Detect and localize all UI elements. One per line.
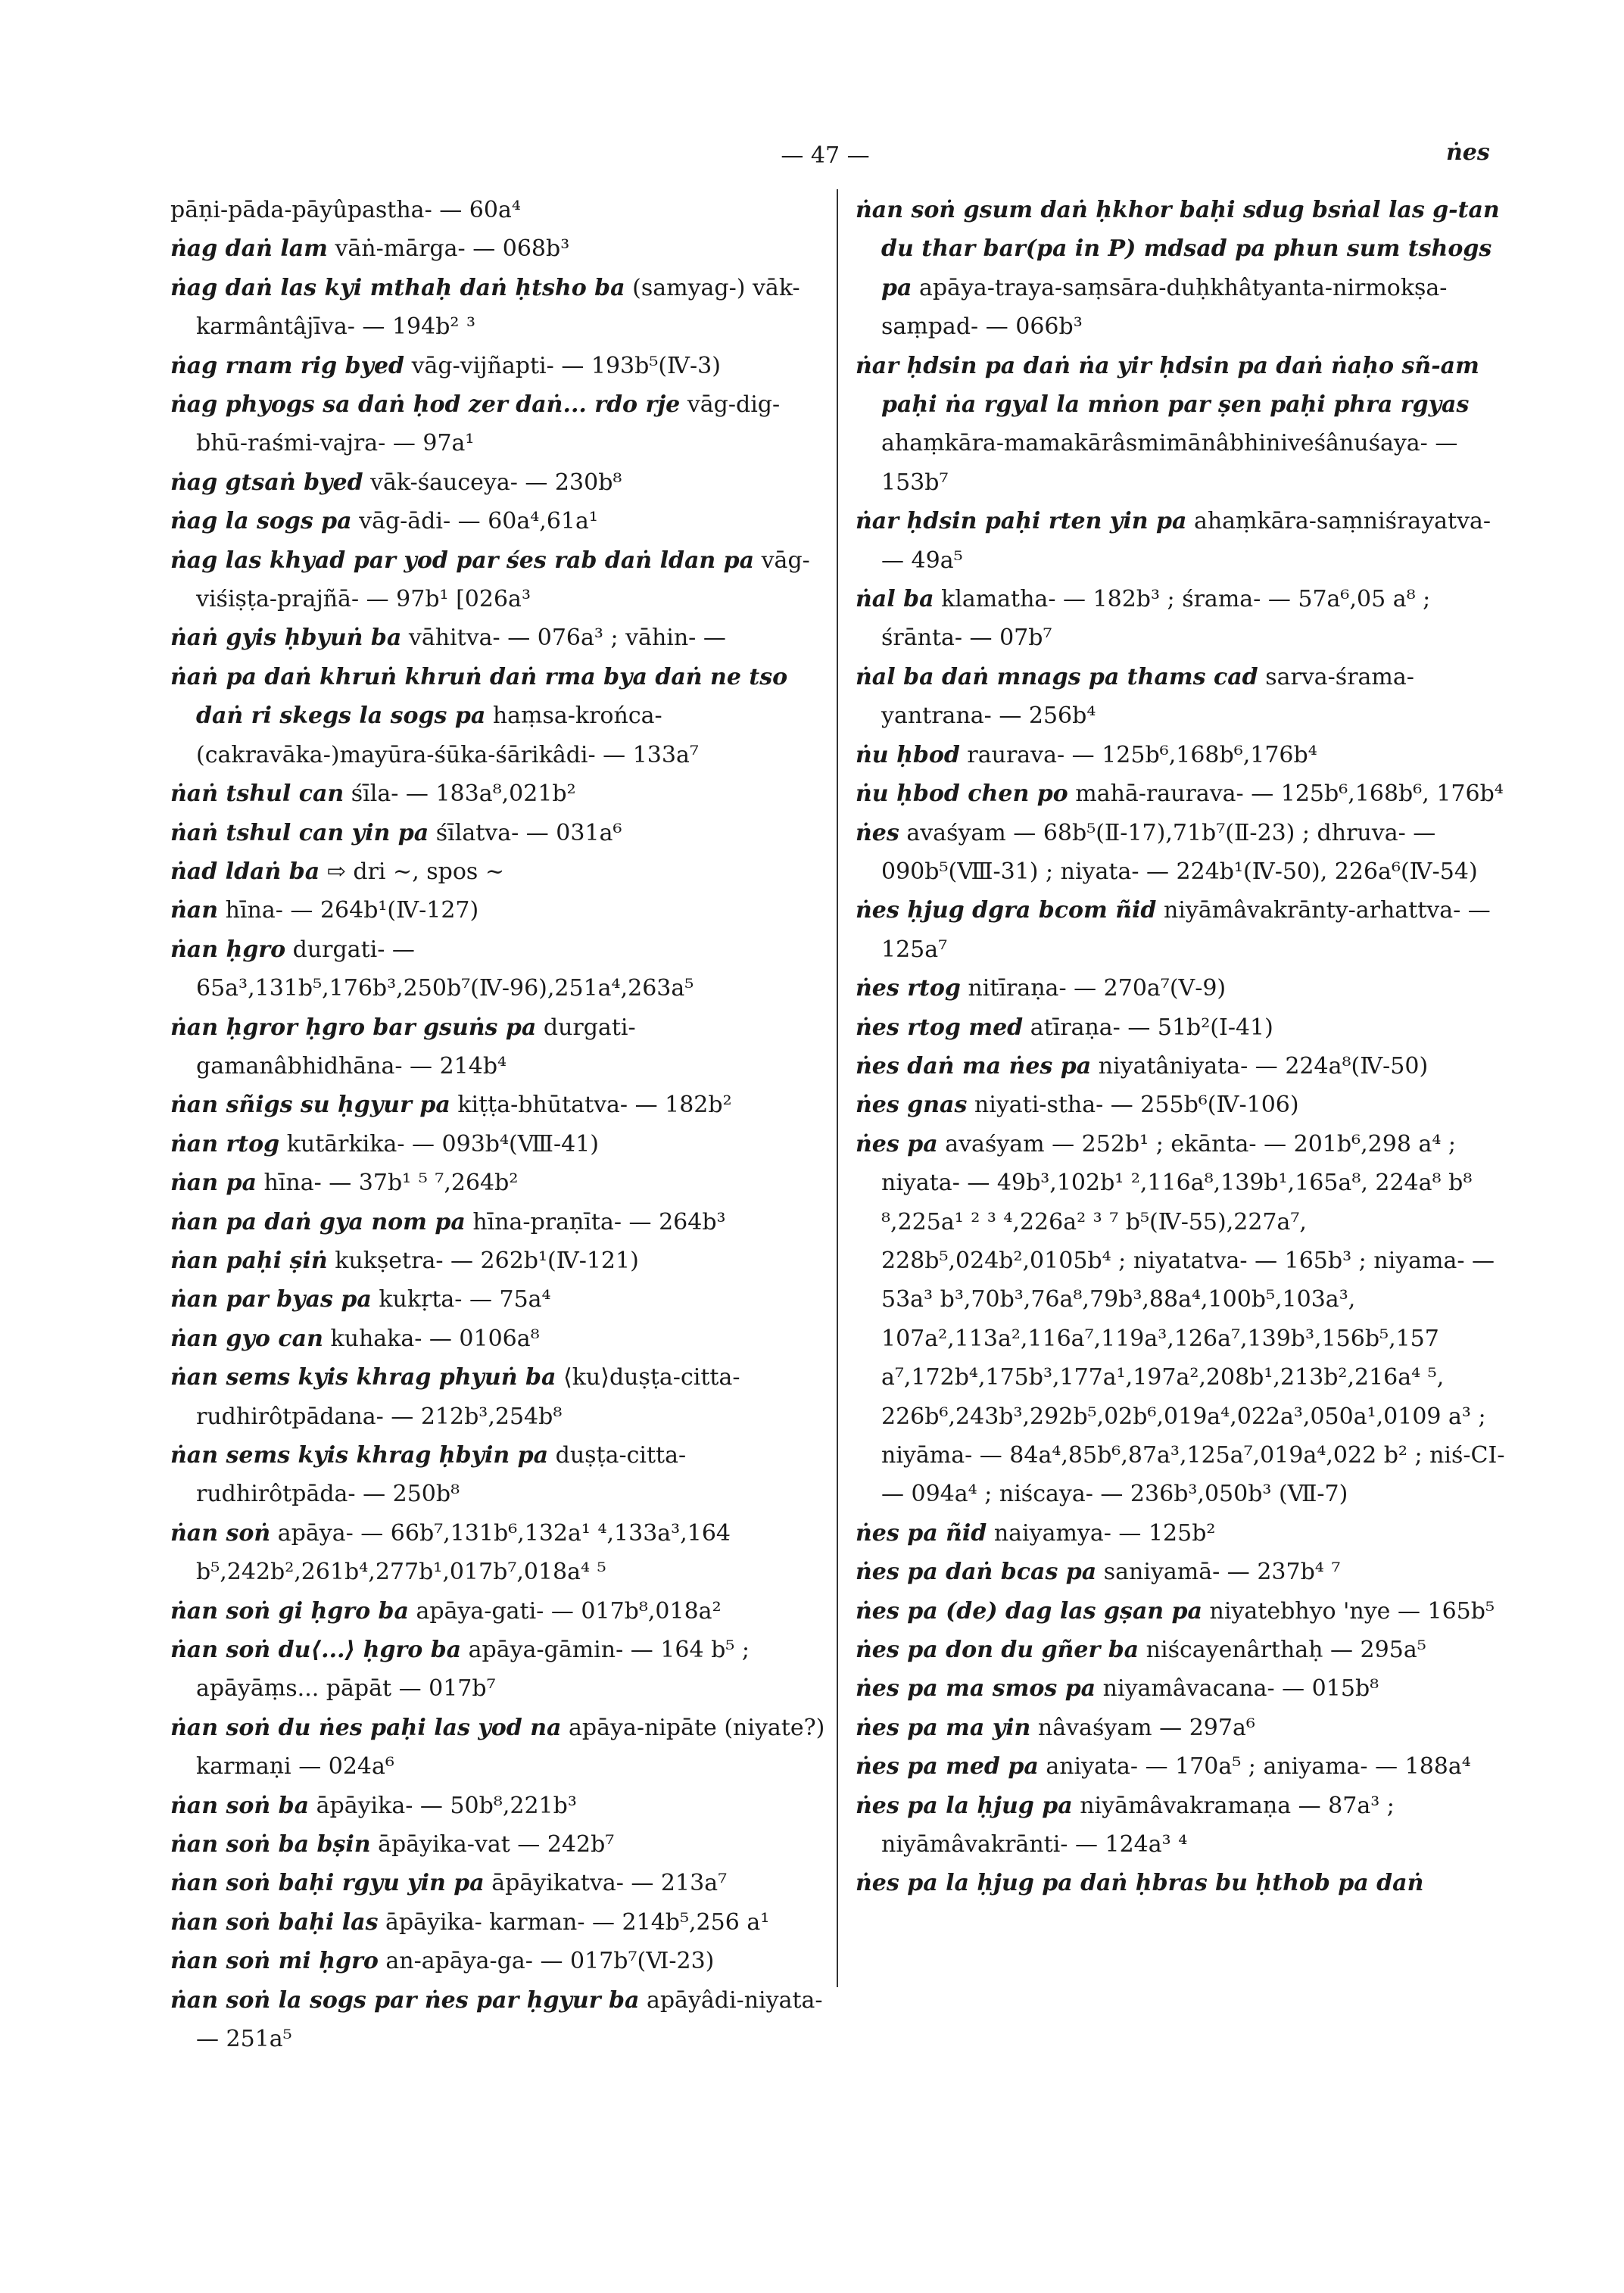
entry-gloss: niyati-stha- — 255b⁶(Ⅳ-106) (974, 1092, 1299, 1119)
entry-gloss: niścayenârthaḥ — 295a⁵ (1146, 1637, 1426, 1664)
dictionary-entry (170, 1903, 829, 1942)
entry-gloss: āpāyikatva- — 213a⁷ (491, 1870, 728, 1897)
entry-gloss: niyatebhyo 'nye — 165b⁵ (1209, 1597, 1495, 1625)
entry-gloss: āpāyika-vat — 242b⁷ (378, 1831, 615, 1858)
dictionary-entry (856, 1864, 1514, 1902)
entry-headword: ṅan (170, 897, 219, 924)
dictionary-entry (856, 1553, 1514, 1591)
entry-gloss: haṃsa-krońca-(cakravāka-)mayūra-śūka-śārikâdi- — 133a⁷ (196, 703, 699, 768)
entry-headword: ṅan ḥgror ḥgro bar gsuṅs pa (170, 1014, 537, 1041)
dictionary-entry (856, 658, 1514, 736)
dictionary-entry (170, 1787, 829, 1825)
entry-headword: ṅal ba daṅ mnags pa thams cad (856, 663, 1258, 690)
dictionary-entry (856, 969, 1514, 1008)
entry-headword: ṅan soṅ ba (170, 1792, 310, 1819)
entry-gloss: (samyag-) vāk-karmântâjīva- — 194b² ³ (196, 274, 800, 341)
entry-headword: ṅan pa (170, 1170, 257, 1197)
dictionary-entry (856, 1125, 1514, 1514)
entry-gloss: vāg-vijñapti- — 193b⁵(Ⅳ-3) (411, 352, 721, 379)
entry-headword: ṅan sems kyis khrag ḥbyin pa (170, 1442, 549, 1469)
entry-gloss: naiyamya- — 125b² (993, 1519, 1216, 1547)
entry-headword: ṅaṅ gyis ḥbyuṅ ba (170, 625, 402, 652)
dictionary-entry (170, 774, 829, 813)
entry-gloss: apāya-nipāte (niyate?) karmaṇi — 024a⁶ (196, 1714, 825, 1781)
entry-gloss: kuhaka- — 0106a⁸ (330, 1325, 540, 1352)
dictionary-entry (856, 502, 1514, 580)
entry-gloss: niyatâniyata- — 224a⁸(Ⅳ-50) (1098, 1052, 1429, 1080)
dictionary-entry (856, 1669, 1514, 1708)
entry-gloss: durgati-gamanâbhidhāna- — 214b⁴ (196, 1014, 636, 1080)
dictionary-entry (170, 1709, 829, 1787)
entry-headword: ṅaṅ tshul can yin pa (170, 819, 429, 846)
running-head: ṅes (1446, 139, 1490, 166)
dictionary-entry (856, 891, 1514, 969)
left-column (170, 191, 829, 2059)
dictionary-entry (170, 1008, 829, 1086)
entry-headword: ṅan soṅ du⟨...⟩ ḥgro ba (170, 1637, 462, 1664)
entry-gloss: kukṣetra- — 262b¹(Ⅳ-121) (335, 1247, 639, 1274)
entry-gloss: mahā-raurava- — 125b⁶,168b⁶, 176b⁴ (1075, 780, 1504, 808)
dictionary-entry (170, 1203, 829, 1242)
dictionary-entry (170, 191, 829, 229)
entry-gloss: vāk-śauceya- — 230b⁸ (370, 469, 622, 496)
dictionary-entry (170, 1631, 829, 1709)
dictionary-entry (856, 1787, 1514, 1865)
entry-gloss: ⇨ dri ~, spos ~ (326, 858, 504, 885)
dictionary-entry (170, 1086, 829, 1124)
dictionary-entry (170, 1319, 829, 1358)
dictionary-entry (170, 1864, 829, 1902)
entry-headword: ṅan par byas pa (170, 1286, 372, 1313)
entry-headword: ṅu ḥbod chen po (856, 780, 1068, 808)
dictionary-entry (170, 541, 829, 619)
dictionary-entry (170, 502, 829, 541)
entry-headword: ṅaṅ pa daṅ khruṅ khruṅ daṅ rma bya daṅ ne tso daṅ ri skegs la sogs pa (170, 663, 788, 730)
dictionary-entry (170, 1358, 829, 1436)
entry-headword: ṅan soṅ gi ḥgro ba (170, 1597, 409, 1625)
entry-gloss: vāṅ-mārga- — 068b³ (335, 235, 570, 263)
entry-gloss: vāg-dig-bhū-raśmi-vajra- — 97a¹ (196, 391, 781, 457)
entry-gloss: nitīraṇa- — 270a⁷(Ⅴ-9) (968, 975, 1227, 1002)
entry-headword: ṅes pa ñid (856, 1519, 987, 1547)
entry-headword: ṅan paḥi ṣiṅ (170, 1247, 328, 1274)
entry-gloss: sarva-śrama-yantrana- — 256b⁴ (881, 663, 1414, 730)
entry-headword: ṅes pa ma smos pa (856, 1675, 1096, 1703)
entry-gloss: hīna- — 37b¹ ⁵ ⁷,264b² (263, 1170, 519, 1197)
entry-gloss: avaśyam — 68b⁵(Ⅱ-17),71b⁷(Ⅱ-23) ; dhruva- — 090b⁵(Ⅷ-31) ; niyata- — 224b¹(Ⅳ-50), 226a⁶(Ⅳ-54) (881, 819, 1478, 885)
dictionary-entry (856, 347, 1514, 503)
entry-gloss: klamatha- — 182b³ ; śrama- — 57a⁶,05 a⁸ ; śrānta- — 07b⁷ (881, 586, 1431, 652)
dictionary-entry (170, 1981, 829, 2059)
page-number: — 47 — (781, 142, 870, 169)
entry-headword: ṅes pa daṅ bcas pa (856, 1559, 1097, 1586)
entry-headword: ṅan soṅ (170, 1519, 271, 1547)
entry-headword: ṅes rtog med (856, 1014, 1024, 1041)
dictionary-entry (856, 1631, 1514, 1669)
dictionary-entry (170, 891, 829, 930)
entry-gloss: apāyâdi-niyata- — 251a⁵ (196, 1986, 823, 2053)
dictionary-entry (170, 618, 829, 657)
entry-gloss: hīna- — 264b¹(Ⅳ-127) (225, 897, 479, 924)
entry-headword: ṅes gnas (856, 1092, 968, 1119)
entry-headword: ṅan sñigs su ḥgyur pa (170, 1092, 450, 1119)
dictionary-entry (170, 852, 829, 891)
entry-headword: ṅag la sogs pa (170, 508, 352, 535)
dictionary-entry (856, 774, 1514, 813)
entry-headword: ṅes daṅ ma ṅes pa (856, 1052, 1092, 1080)
entry-headword: ṅag daṅ lam (170, 235, 328, 263)
entry-headword: ṅes pa don du gñer ba (856, 1637, 1139, 1664)
dictionary-entry (170, 269, 829, 347)
entry-gloss: śīlatva- — 031a⁶ (435, 819, 622, 846)
entry-headword: ṅan soṅ ba bṣin (170, 1831, 371, 1858)
entry-headword: ṅes (856, 819, 899, 846)
entry-gloss: duṣṭa-citta-rudhirôtpāda- — 250b⁸ (196, 1442, 687, 1508)
column-divider (837, 189, 838, 1987)
entry-headword: ṅan soṅ du ṅes paḥi las yod na (170, 1714, 562, 1741)
entry-gloss: vāhitva- — 076a³ ; vāhin- — (408, 625, 726, 652)
entry-headword: ṅag rnam rig byed (170, 352, 405, 379)
dictionary-entry (856, 1709, 1514, 1747)
entry-gloss: vāg-viśiṣṭa-prajñā- — 97b¹ [026a³ (196, 547, 810, 613)
entry-headword: ṅu ḥbod (856, 741, 960, 768)
dictionary-entry (856, 814, 1514, 892)
entry-headword: ṅan ḥgro (170, 936, 286, 963)
right-column (856, 191, 1514, 1903)
dictionary-entry (856, 191, 1514, 347)
entry-gloss: raurava- — 125b⁶,168b⁶,176b⁴ (967, 741, 1317, 768)
entry-gloss: ⟨ku⟩duṣṭa-citta-rudhirôtpādana- — 212b³,254b⁸ (196, 1364, 740, 1430)
entry-gloss: apāya-traya-saṃsāra-duḥkhâtyanta-nirmokṣa-saṃpad- — 066b³ (881, 274, 1448, 341)
dictionary-entry (856, 1047, 1514, 1086)
dictionary-entry (170, 930, 829, 1008)
entry-headword: ṅan sems kyis khrag phyuṅ ba (170, 1364, 556, 1391)
dictionary-entry (856, 580, 1514, 658)
entry-gloss: ahaṃkāra-mamakārâsmimānâbhiniveśânuśaya- — 153b⁷ (881, 430, 1458, 496)
entry-headword: ṅag phyogs sa daṅ ḥod zer daṅ... rdo rje (170, 391, 681, 419)
dictionary-entry (170, 814, 829, 852)
dictionary-entry (170, 658, 829, 774)
entry-headword: ṅes pa la ḥjug pa (856, 1792, 1073, 1819)
entry-headword: ṅad ldaṅ ba (170, 858, 320, 885)
entry-gloss: nâvaśyam — 297a⁶ (1037, 1714, 1255, 1741)
dictionary-entry (856, 736, 1514, 774)
entry-headword: ṅan soṅ gsum daṅ ḥkhor baḥi sdug bsṅal las g-tan du thar bar(pa in P) mdsad pa phun sum tshogs pa (856, 197, 1500, 301)
entry-headword: ṅan soṅ baḥi las (170, 1908, 379, 1936)
entry-headword: ṅag daṅ las kyi mthaḥ daṅ ḥtsho ba (170, 274, 625, 301)
entry-headword: ṅag las khyad par yod par śes rab daṅ ldan pa (170, 547, 755, 574)
entry-gloss: ahaṃkāra-saṃniśrayatva- — 49a⁵ (881, 508, 1492, 574)
entry-gloss: niyāmâvakrānty-arhattva- — 125a⁷ (881, 897, 1491, 963)
entry-headword: ṅan soṅ mi ḥgro (170, 1948, 379, 1975)
entry-headword: ṅes ḥjug dgra bcom ñid (856, 897, 1157, 924)
entry-gloss: kutārkika- — 093b⁴(Ⅷ-41) (286, 1130, 599, 1157)
dictionary-entry (856, 1592, 1514, 1631)
dictionary-entry (856, 1514, 1514, 1553)
dictionary-entry (170, 1436, 829, 1514)
entry-headword: ṅar ḥdsin paḥi rten yin pa (856, 508, 1187, 535)
dictionary-entry (170, 1125, 829, 1164)
dictionary-entry (170, 229, 829, 268)
entry-gloss: vāg-ādi- — 60a⁴,61a¹ (359, 508, 598, 535)
dictionary-entry (170, 1280, 829, 1319)
dictionary-entry (170, 1942, 829, 1980)
entry-headword: ṅan soṅ baḥi rgyu yin pa (170, 1870, 485, 1897)
entry-gloss: niyamâvacana- — 015b⁸ (1102, 1675, 1379, 1703)
entry-headword: ṅaṅ tshul can (170, 780, 344, 808)
entry-gloss: hīna-praṇīta- — 264b³ (472, 1208, 726, 1235)
dictionary-entry (170, 1592, 829, 1631)
entry-gloss: pāṇi-pāda-pāyûpastha- — 60a⁴ (170, 197, 521, 223)
entry-gloss: āpāyika- — 50b⁸,221b³ (316, 1792, 577, 1819)
entry-gloss: āpāyika- karman- — 214b⁵,256 a¹ (385, 1908, 770, 1936)
entry-gloss: an-apāya-ga- — 017b⁷(Ⅵ-23) (385, 1948, 715, 1975)
entry-gloss: saniyamā- — 237b⁴ ⁷ (1103, 1559, 1341, 1586)
entry-headword: ṅan soṅ la sogs par ṅes par ḥgyur ba (170, 1986, 640, 2014)
dictionary-entry (856, 1008, 1514, 1047)
entry-gloss: apāya-gāmin- — 164 b⁵ ; apāyāṃs... pāpāt — 017b⁷ (196, 1637, 750, 1703)
entry-gloss: apāya-gati- — 017b⁸,018a² (416, 1597, 722, 1625)
entry-gloss: apāya- — 66b⁷,131b⁶,132a¹ ⁴,133a³,164 b⁵,242b²,261b⁴,277b¹,017b⁷,018a⁴ ⁵ (196, 1519, 731, 1586)
dictionary-entry (170, 1825, 829, 1864)
entry-headword: ṅes pa (de) dag las gṣan pa (856, 1597, 1202, 1625)
dictionary-entry (170, 1164, 829, 1202)
entry-gloss: śīla- — 183a⁸,021b² (351, 780, 576, 808)
entry-gloss: niyāmâvakramaṇa — 87a³ ; niyāmâvakrānti- — 124a³ ⁴ (881, 1792, 1395, 1858)
entry-headword: ṅar ḥdsin pa daṅ ṅa yir ḥdsin pa daṅ ṅaḥo sñ-am paḥi ṅa rgyal la mṅon par ṣen paḥi phra rgyas (856, 352, 1479, 419)
entry-headword: ṅag gtsaṅ byed (170, 469, 363, 496)
entry-gloss: kukṛta- — 75a⁴ (379, 1286, 551, 1313)
entry-headword: ṅes pa la ḥjug pa daṅ ḥbras bu ḥthob pa daṅ (856, 1870, 1424, 1897)
entry-gloss: durgati- — 65a³,131b⁵,176b³,250b⁷(Ⅳ-96),251a⁴,263a⁵ (196, 936, 694, 1002)
entry-gloss: avaśyam — 252b¹ ; ekānta- — 201b⁶,298 a⁴ ; niyata- — 49b³,102b¹ ²,116a⁸,139b¹,165a⁸, 224a⁸ b⁸ ⁸,225a¹ ² ³ ⁴,226a² ³ ⁷ b⁵(Ⅳ-55),227a⁷, 228b⁵,024b²,0105b⁴ ; niyatatva- — 165b³ ; niyama- — 53a³ b³,70b³,76a⁸,79b³,88a⁴,100b⁵,103a³, 107a²,113a²,116a⁷,119a³,126a⁷,139b³,156b⁵,157 a⁷,172b⁴,175b³,177a¹,197a²,208b¹,213b²,216a⁴ ⁵, 226b⁶,243b³,292b⁵,02b⁶,019a⁴,022a³,050a¹,0109 a³ ; niyāma- — 84a⁴,85b⁶,87a³,125a⁷,019a⁴,022 b² ; niś-CI- — 094a⁴ ; niścaya- — 236b³,050b³ (Ⅶ-7) (881, 1130, 1505, 1508)
entry-headword: ṅan rtog (170, 1130, 280, 1157)
entry-headword: ṅes pa ma yin (856, 1714, 1031, 1741)
entry-headword: ṅan gyo can (170, 1325, 323, 1352)
entry-headword: ṅes pa (856, 1130, 938, 1157)
dictionary-entry (170, 1514, 829, 1592)
entry-gloss: kiṭṭa-bhūtatva- — 182b² (457, 1092, 732, 1119)
dictionary-entry (170, 347, 829, 385)
entry-headword: ṅal ba (856, 586, 934, 613)
dictionary-entry (856, 1747, 1514, 1786)
dictionary-entry (856, 1086, 1514, 1124)
dictionary-entry (170, 385, 829, 463)
dictionary-entry (170, 463, 829, 502)
entry-headword: ṅes rtog (856, 975, 961, 1002)
entry-headword: ṅan pa daṅ gya nom pa (170, 1208, 466, 1235)
entry-headword: ṅes pa med pa (856, 1753, 1039, 1781)
dictionary-entry (170, 1242, 829, 1280)
entry-gloss: atīraṇa- — 51b²(Ⅰ-41) (1030, 1014, 1273, 1041)
entry-gloss: aniyata- — 170a⁵ ; aniyama- — 188a⁴ (1046, 1753, 1471, 1781)
